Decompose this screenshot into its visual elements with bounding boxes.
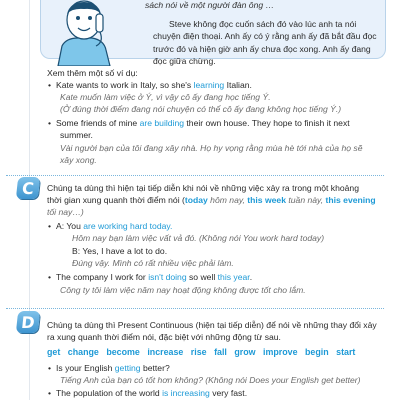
example-population-text: The population of the world: [56, 388, 163, 398]
example-1-text: Kate wants to work in Italy, so she's: [56, 80, 194, 90]
example-company-text-end: .: [249, 272, 253, 282]
section-c-badge: C: [16, 177, 40, 199]
dialogue-a-label: A: You: [56, 221, 84, 231]
example-2-text: Some friends of mine: [56, 118, 140, 128]
dialogue-b: B: Yes, I have a lot to do.: [72, 246, 168, 256]
example-2-continuation: summer.: [60, 130, 93, 140]
example-population-text-end: very fast.: [209, 388, 248, 398]
verb-list: get change become increase rise fall grow improve begin start: [47, 347, 356, 357]
example-english: [56, 362, 170, 375]
example-english-text: Is: [56, 363, 66, 373]
example-population-highlight: is increasing: [162, 388, 210, 398]
section-c-line-2: [47, 194, 376, 207]
section-c-line-2-text: thời gian xung quanh thời điểm nói (: [47, 195, 185, 205]
margin-line: [29, 0, 30, 400]
section-d-line-1: Chúng ta dùng thì Present Continuous (hiện tại tiếp diễn) để nói về những thay đổi xảy: [47, 320, 377, 330]
box-paragraph-text: Steve không đọc cuốn sách đó vào lúc anh ta nói chuyện điện thoại. Anh ấy có ý rằng anh ấy đã bắt đầu đọc trước đó và hiện giờ anh ấy chưa đọc xong. Anh ấy đang đọc giữa chừng.: [153, 19, 377, 67]
section-c-line-1: Chúng ta dùng thì hiện tại tiếp diễn khi nói về những việc xảy ra trong một khoảng: [47, 183, 359, 193]
example-1-translation: Kate muốn làm việc ở Ý, vì vậy cô ấy đang học tiếng Ý.: [60, 92, 271, 102]
example-1-note: (Ở đúng thời điểm đang nói chuyện có thể cô ấy đang không học tiếng Ý.): [60, 104, 342, 114]
example-company-translation: Công ty tôi làm việc năm nay hoạt động không được tốt cho lắm.: [60, 285, 306, 295]
example-1-text-end: Italian.: [224, 80, 252, 90]
dialogue-a-translation: Hôm nay bạn làm việc vất vả đó. (Không nói You work hard today): [72, 233, 325, 243]
example-1-highlight: learning: [193, 80, 225, 90]
keyword-today-vi: hôm nay,: [207, 195, 248, 205]
section-d-divider: [6, 308, 384, 309]
example-population: [56, 387, 247, 400]
keyword-this-week: this week: [247, 195, 286, 205]
example-1: [56, 79, 252, 92]
cartoon-man-illustration: [52, 0, 114, 66]
keyword-today: today: [184, 195, 208, 205]
example-english-translation: Tiếng Anh của bạn có tốt hơn không? (Không nói Does your English get better): [60, 375, 361, 385]
example-company: [56, 271, 252, 284]
box-paragraph: [153, 18, 379, 68]
dialogue-b-translation: Đúng vậy. Mình có rất nhiều việc phải làm.: [72, 258, 234, 268]
example-2: [56, 117, 350, 130]
section-c-divider: [6, 175, 384, 176]
section-d-line-2: ra xung quanh thời điểm nói, đặc biệt với những động từ sau.: [47, 332, 281, 342]
keyword-this-evening: this evening: [325, 195, 376, 205]
example-2-translation-end: xây xong.: [60, 155, 97, 165]
dialogue-a: [56, 220, 172, 233]
example-english-text-mid: your English: [65, 363, 115, 373]
keyword-this-week-vi: tuần này,: [286, 195, 326, 205]
section-c-line-3: tối nay…): [47, 207, 84, 217]
dialogue-a-highlight: are working hard today.: [83, 221, 173, 231]
example-2-highlight: are building: [139, 118, 185, 128]
example-company-text: The company I work for: [56, 272, 149, 282]
examples-intro: Xem thêm một số ví dụ:: [47, 68, 138, 78]
example-company-text-mid: so well: [186, 272, 218, 282]
example-english-highlight: getting: [114, 363, 141, 373]
example-2-text-end: their own house. They hope to finish it next: [184, 118, 350, 128]
section-d-badge: D: [16, 311, 40, 333]
example-company-highlight-1: isn't doing: [148, 272, 187, 282]
example-2-translation: Vài người bạn của tôi đang xây nhà. Họ hy vọng rằng mùa hè tới nhà của họ sẽ: [60, 143, 363, 153]
example-english-text-end: better?: [140, 363, 170, 373]
example-company-highlight-2: this year: [217, 272, 250, 282]
box-quote: sách nói về một người đàn ông …: [145, 0, 275, 10]
